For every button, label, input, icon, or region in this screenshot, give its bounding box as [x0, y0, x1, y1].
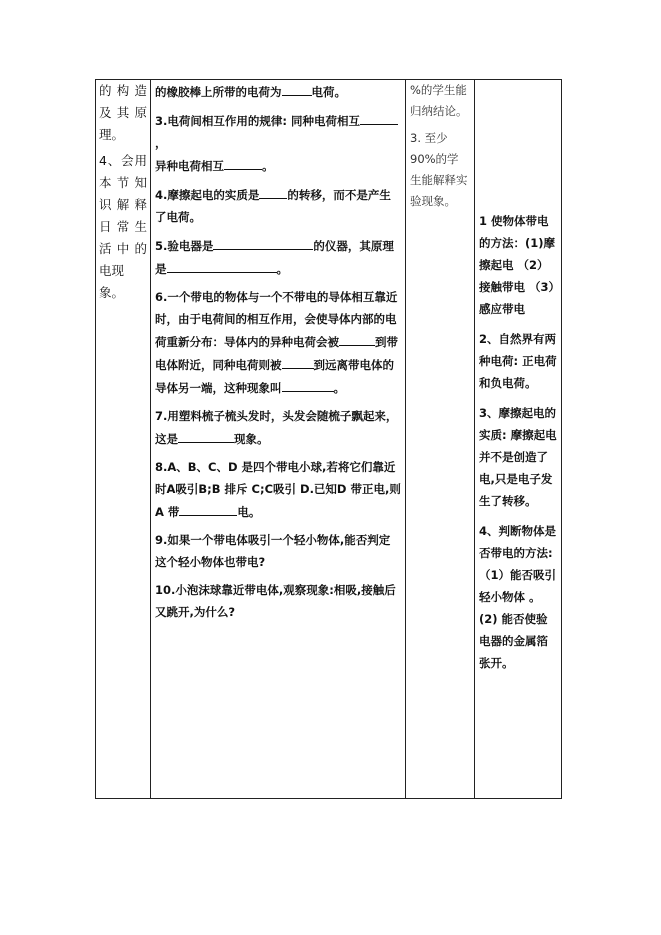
- blank: [167, 257, 277, 273]
- goal-1: %的学生能归纳结论。: [410, 83, 468, 118]
- objective-line: 理。: [99, 127, 125, 142]
- blank: [259, 183, 287, 199]
- objective-line: 电现象。: [99, 263, 125, 300]
- blank: [339, 330, 375, 346]
- note-3: 3、摩擦起电的实质: 摩擦起电并不是创造了电,只是电子发生了转移。: [479, 406, 557, 508]
- objective-line: 本 节 知: [99, 175, 147, 190]
- objective-line: 日 常 生: [99, 219, 147, 234]
- objective-line: 识 解 释: [99, 197, 147, 212]
- blank: [213, 234, 313, 250]
- question-10: 10.小泡沫球靠近带电体,观察现象:相吸,接触后又跳开,为什么?: [155, 583, 396, 619]
- blank: [282, 353, 314, 369]
- notes-cell: [475, 80, 562, 799]
- questions-cell: [151, 80, 406, 799]
- blank: [178, 427, 234, 443]
- questions-text: [151, 80, 405, 623]
- note-1: 1 使物体带电的方法：(1)摩擦起电 （2）接触带电 （3）感应带电: [479, 214, 556, 316]
- question-9: 9.如果一个带电体吸引一个轻小物体,能否判定这个轻小物体也带电?: [155, 533, 391, 569]
- goal-2: 3. 至少90%的学生能解释实验现象。: [410, 131, 468, 208]
- question-6: 6.一个带电的物体与一个不带电的导体相互靠近时，由于电荷间的相互作用，会使导体内部的电荷重新分布：导体内的异种电荷会被 到带电体附近，同种电荷则被 到远离带电体的导体另一端，这种现象叫 。: [155, 290, 398, 395]
- goals-cell: [406, 80, 475, 799]
- objectives-text: [96, 80, 150, 304]
- question-4: 4.摩擦起电的实质是 的转移，而不是产生了电荷。: [155, 183, 401, 228]
- question-top: 的橡胶棒上所带的电荷为 电荷。: [155, 80, 401, 103]
- blank: [224, 154, 262, 170]
- objective-line: 的 构 造: [99, 83, 147, 98]
- question-8: 8.A、B、C、D 是四个带电小球,若将它们靠近时A吸引B;B 排斥 C;C吸引 D.已知D 带正电,则 A 带 电。: [155, 460, 401, 519]
- objectives-cell: [96, 80, 151, 799]
- goals-text: [406, 80, 474, 212]
- question-7: 7.用塑料梳子梳头发时，头发会随梳子飘起来，这是 现象。: [155, 409, 398, 446]
- blank: [179, 500, 237, 516]
- blank: [282, 376, 334, 392]
- objective-line: 及 其 原: [99, 105, 147, 120]
- table-row: [96, 80, 562, 799]
- blank: [360, 109, 398, 125]
- question-5: 5.验电器是 的仪器，其原理是 。: [155, 234, 401, 280]
- lesson-plan-table: [95, 79, 562, 799]
- blank: [282, 80, 312, 96]
- notes-text: [475, 80, 561, 674]
- question-3: 3.电荷间相互作用的规律: 同种电荷相互， 异种电荷相互 。: [155, 109, 401, 177]
- objective-line: 4、会用: [99, 153, 147, 168]
- note-2: 2、自然界有两种电荷: 正电荷和负电荷。: [479, 332, 557, 390]
- note-4: 4、判断物体是否带电的方法: （1）能否吸引轻小物体 。(2) 能否使验电器的金属箔张开。: [479, 524, 557, 670]
- objective-line: 活 中 的: [99, 241, 147, 256]
